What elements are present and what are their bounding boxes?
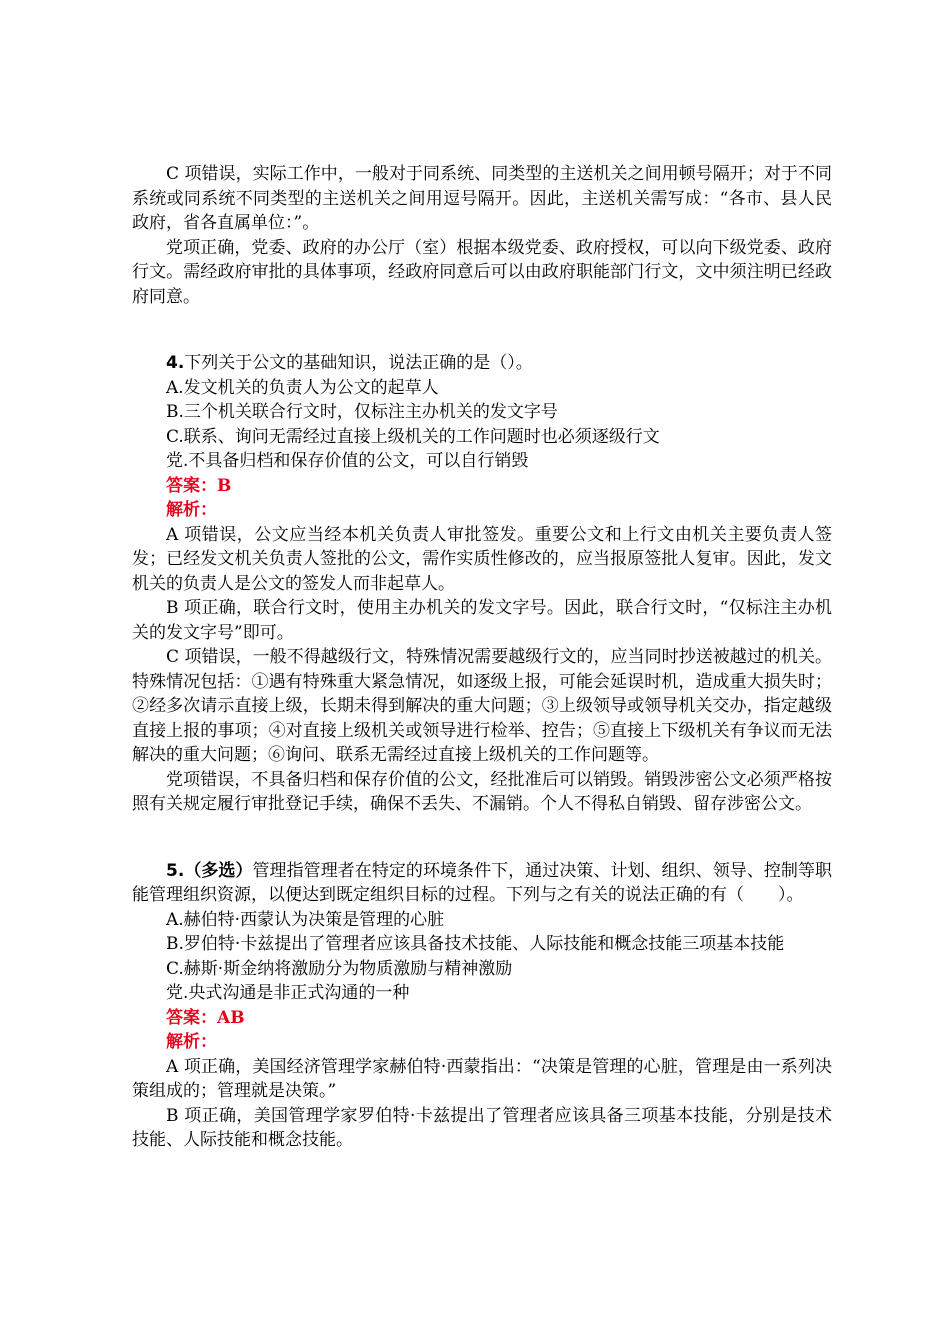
question-5-text: 管理指管理者在特定的环境条件下，通过决策、计划、组织、领导、控制等职能管理组织资源，以便达到既定组织目标的过程。下列与之有关的说法正确的有（ ）。 [132, 860, 832, 905]
section-gap [132, 309, 832, 351]
question-5-number: 5.（多选） [166, 860, 253, 881]
section-gap [132, 817, 832, 859]
question-4-analysis-a: A 项错误，公文应当经本机关负责人审批签发。重要公文和上行文由机关主要负责人签发；已经发文机关负责人签批的公文，需作实质性修改的，应当报原签批人复审。因此，发文机关的负责人是公文的签发人而非起草人。 [132, 524, 832, 594]
question-4-analysis-b: B 项正确，联合行文时，使用主办机关的发文字号。因此，联合行文时，“仅标注主办机关的发文字号”即可。 [132, 598, 832, 643]
paragraph-d-item: 党项正确，党委、政府的办公厅（室）根据本级党委、政府授权，可以向下级党委、政府行文。需经政府审批的具体事项，经政府同意后可以由政府职能部门行文，文中须注明已经政府同意。 [132, 237, 832, 307]
document-page [132, 162, 832, 1153]
question-5-answer: 答案：AB [166, 1007, 245, 1028]
question-4-stem [132, 351, 832, 376]
question-5-stem [132, 859, 832, 908]
question-4-option-d: 党.不具备归档和保存价值的公文，可以自行销毁 [166, 451, 529, 471]
paragraph-c-item: C 项错误，实际工作中，一般对于同系统、同类型的主送机关之间用顿号隔开；对于不同系统或同系统不同类型的主送机关之间用逗号隔开。因此，主送机关需写成：“各市、县人民政府，省各直属单位：”。 [132, 164, 832, 233]
question-5-option-a: A.赫伯特·西蒙认为决策是管理的心脏 [166, 909, 445, 930]
question-4-answer: 答案：B [166, 475, 232, 496]
question-4-analysis-c: C 项错误，一般不得越级行文，特殊情况需要越级行文的，应当同时抄送被越过的机关。特殊情况包括：①遇有特殊重大紧急情况，如逐级上报，可能会延误时机，造成重大损失时；②经多次请示直接上级，长期未得到解决的重大问题；③上级领导或领导机关交办，指定越级直接上报的事项；④对直接上级机关或领导进行检举、控告；⑤直接上下级机关有争议而无法解决的重大问题；⑥询问、联系无需经过直接上级机关的工作问题等。 [132, 647, 832, 765]
question-4-option-b: B.三个机关联合行文时，仅标注主办机关的发文字号 [166, 402, 558, 422]
question-5-analysis-a: A 项正确，美国经济管理学家赫伯特·西蒙指出：“决策是管理的心脏，管理是由一系列决策组成的；管理就是决策。” [132, 1056, 832, 1101]
question-4-number: 4. [166, 353, 185, 373]
question-4-text: 下列关于公文的基础知识，说法正确的是（）。 [184, 353, 533, 373]
question-5-option-d: 党.央式沟通是非正式沟通的一种 [166, 983, 410, 1003]
question-5-analysis-label: 解析： [166, 1032, 217, 1052]
question-4-option-c: C.联系、询问无需经过直接上级机关的工作问题时也必须逐级行文 [166, 426, 660, 447]
question-4-option-a: A.发文机关的负责人为公文的起草人 [166, 377, 439, 398]
question-4-analysis-label: 解析： [166, 500, 217, 520]
question-5-option-b: B.罗伯特·卡兹提出了管理者应该具备技术技能、人际技能和概念技能三项基本技能 [166, 934, 785, 954]
question-4-analysis-d: 党项错误，不具备归档和保存价值的公文，经批准后可以销毁。销毁涉密公文必须严格按照有关规定履行审批登记手续，确保不丢失、不漏销。个人不得私自销毁、留存涉密公文。 [132, 769, 832, 814]
question-5-analysis-b: B 项正确，美国管理学家罗伯特·卡兹提出了管理者应该具备三项基本技能，分别是技术技能、人际技能和概念技能。 [132, 1105, 832, 1150]
question-5-option-c: C.赫斯·斯金纳将激励分为物质激励与精神激励 [166, 958, 513, 979]
